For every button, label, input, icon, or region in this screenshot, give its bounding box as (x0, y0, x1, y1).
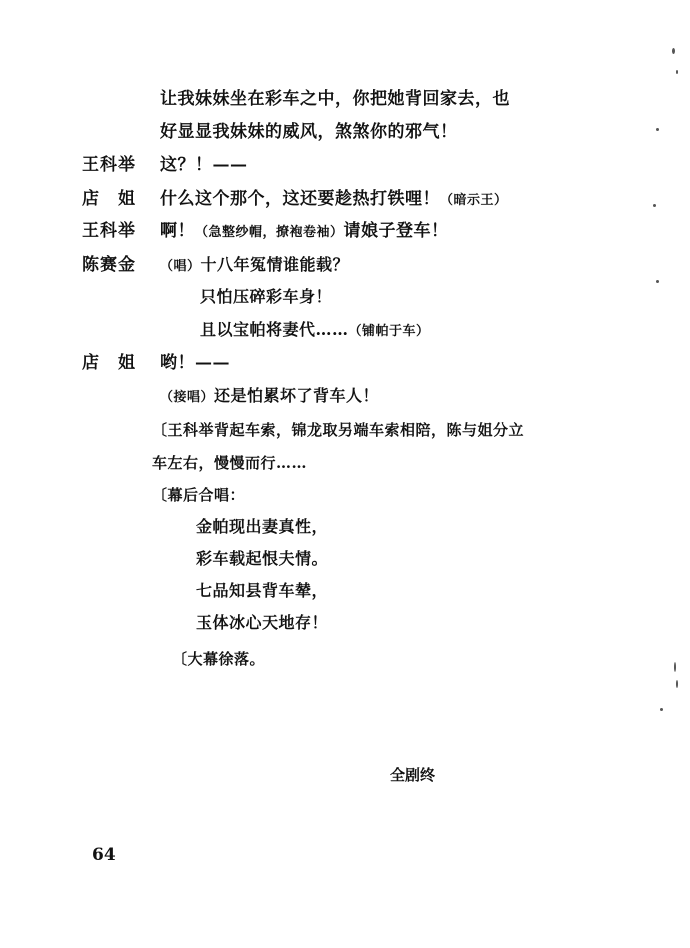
scan-speck (676, 70, 678, 74)
dialogue-line (160, 88, 510, 110)
dialogue-line (160, 188, 508, 212)
stage-direction-line (152, 419, 524, 441)
dialogue-line (160, 352, 230, 374)
stage-direction: （暗示王） (440, 193, 508, 208)
scan-speck (656, 280, 659, 283)
lyric-line (160, 385, 379, 409)
lyric-line (200, 319, 430, 343)
lyric-text: 十八年冤情谁能载？ (200, 255, 350, 274)
chorus-line (196, 612, 328, 634)
dialogue-text: 好显显我妹妹的威风，煞煞你的邪气！ (160, 122, 458, 142)
lyric-text: 玉体冰心天地存！ (196, 613, 329, 632)
stage-direction: （唱） (160, 259, 201, 274)
lyric-text: 只怕压碎彩车身！ (200, 287, 333, 306)
dialogue-text: 这？！—— (160, 155, 248, 175)
scan-speck (660, 708, 663, 711)
chorus-line (196, 548, 328, 570)
stage-direction: 〔幕后合唱： (152, 486, 246, 504)
lyric-line (160, 254, 349, 278)
speaker-name: 王科举 (82, 155, 136, 175)
chorus-line (196, 580, 328, 602)
dialogue-text: 什么这个那个，这还要趁热打铁哩！ (160, 189, 440, 209)
dialogue-line (160, 154, 248, 176)
stage-direction: （铺帕于车） (348, 324, 430, 339)
dialogue-line (160, 220, 449, 244)
scan-speck (676, 680, 678, 688)
speaker-name: 店 姐 (82, 353, 136, 373)
speaker-name: 陈赛金 (82, 255, 136, 275)
page-number: 64 (92, 845, 116, 865)
scan-speck (653, 204, 656, 207)
stage-direction: 〔大幕徐落。 (172, 650, 266, 668)
lyric-text: 还是怕累坏了背车人！ (214, 386, 380, 405)
chorus-line (196, 516, 328, 538)
speaker-name: 店 姐 (82, 189, 136, 209)
stage-direction: （接唱） (160, 390, 215, 405)
stage-direction-line (152, 484, 245, 506)
stage-direction: 车左右，慢慢而行…… (152, 454, 308, 472)
dialogue-line (160, 121, 458, 143)
stage-direction: 〔王科举背起车索，锦龙取另端车索相陪，陈与姐分立 (152, 421, 525, 439)
stage-direction: （急整纱帽，撩袍卷袖） (195, 225, 344, 240)
dialogue-text: 哟！—— (160, 353, 230, 373)
scan-speck (674, 662, 676, 672)
lyric-line (200, 286, 332, 308)
dialogue-text: 请娘子登车！ (343, 221, 449, 241)
stage-direction-line (152, 452, 307, 474)
dialogue-text: 让我妹妹坐在彩车之中，你把她背回家去，也 (160, 89, 510, 109)
scan-speck (656, 128, 659, 131)
lyric-text: 且以宝帕将妻代…… (200, 320, 349, 339)
lyric-text: 彩车载起恨夫情。 (196, 549, 329, 568)
dialogue-text: 啊！ (160, 221, 195, 241)
lyric-text: 金帕现出妻真性， (196, 517, 329, 536)
speaker-name: 王科举 (82, 221, 136, 241)
lyric-text: 七品知县背车辇， (196, 581, 329, 600)
ending-mark: 全剧终 (390, 766, 436, 784)
scan-speck (672, 48, 675, 54)
stage-direction-line (172, 648, 265, 670)
